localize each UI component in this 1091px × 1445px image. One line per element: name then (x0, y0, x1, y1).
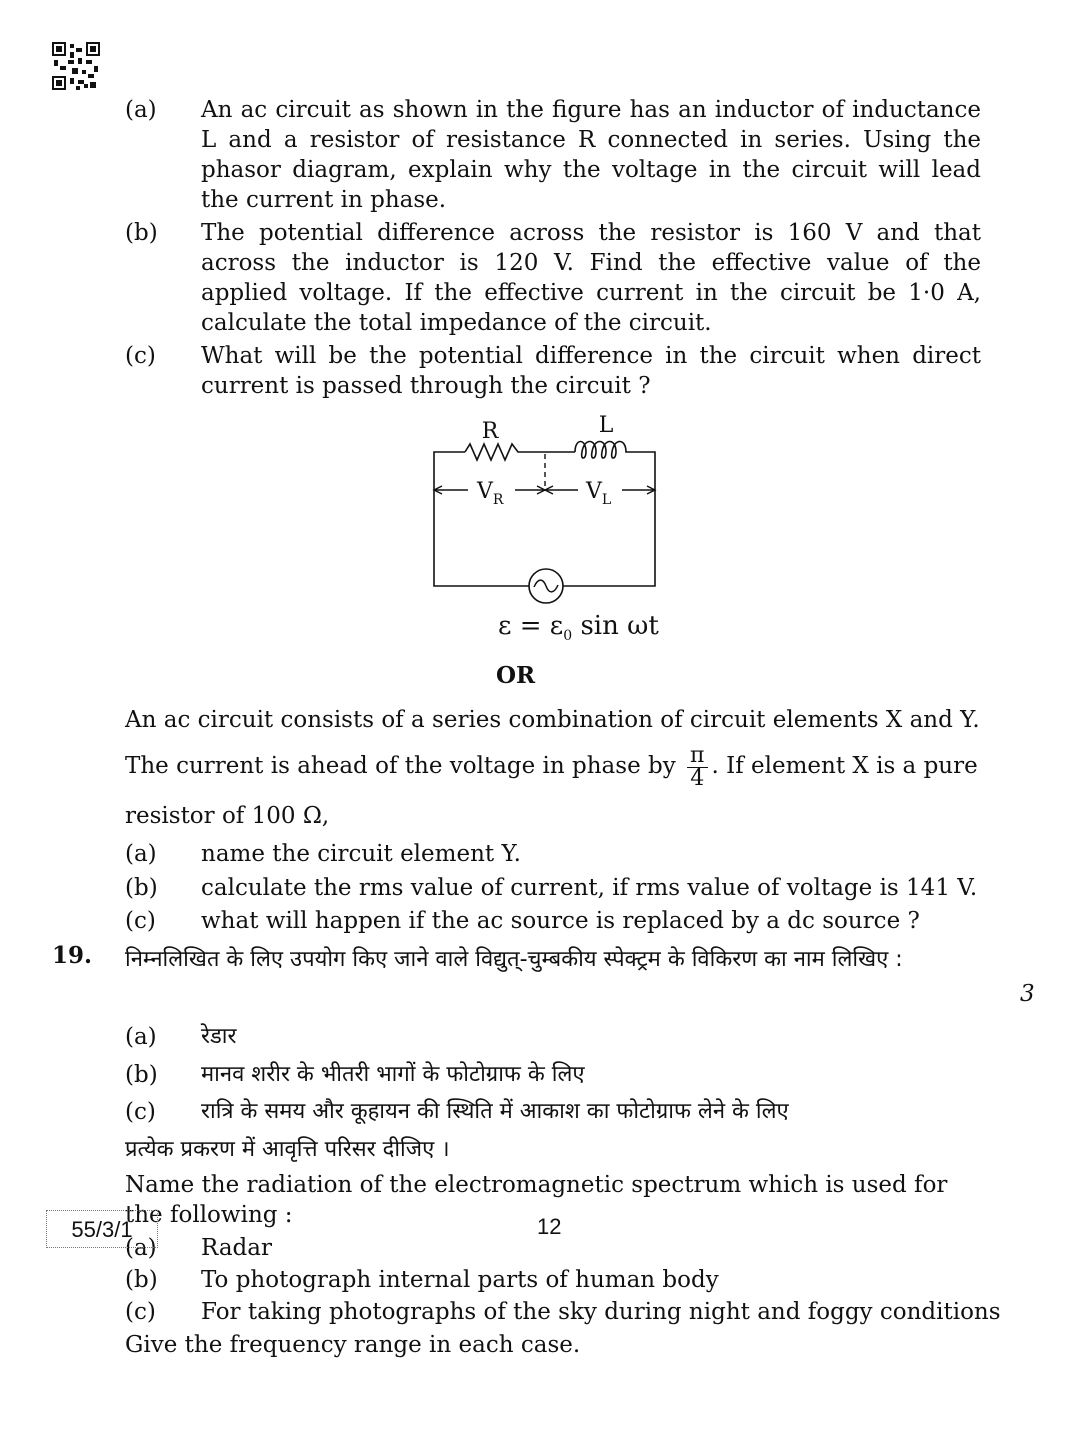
alt-line-2: The current is ahead of the voltage in phase by $\frac{\pi}{4}$ . If element X is a pure (125, 742, 978, 791)
question-marks: 3 (1020, 981, 1035, 1007)
item-text: To photograph internal parts of human body (201, 1267, 719, 1293)
paper-code-box (46, 1210, 158, 1248)
resistor-symbol (465, 444, 522, 460)
item-label: (b) (125, 220, 158, 246)
alt-line-3: resistor of 100 Ω, (125, 803, 330, 829)
item-text: calculate the rms value of current, if rms value of voltage is 141 V. (201, 875, 978, 901)
item-text: What will be the potential difference in the circuit when direct current is passed through the circuit ? (201, 343, 981, 399)
vl-label: $V_L$ (586, 479, 612, 508)
item-label: (c) (125, 1299, 156, 1325)
item-text: The potential difference across the resistor is 160 V and that across the inductor is 120 V. Find the effective value of the applied voltage. If the effective current in the circuit be 1·0 A, calculate the total impedance of the circuit. (201, 220, 981, 336)
page-number: 12 (537, 1214, 562, 1239)
item-label: (a) (125, 1024, 157, 1050)
item-label: (c) (125, 1099, 156, 1125)
item-text: An ac circuit as shown in the figure has an inductor of inductance L and a resistor of resistance R connected in series. Using the phasor diagram, explain why the voltage in the circuit will lead the current in phase. (201, 97, 981, 213)
item-label: (b) (125, 1062, 158, 1088)
item-label: (a) (125, 97, 157, 123)
paper-code: 55/3/1 (71, 1217, 133, 1242)
alt-line-1: An ac circuit consists of a series combination of circuit elements X and Y. (125, 707, 980, 733)
q19-english-intro: Name the radiation of the electromagnetic spectrum which is used for the following : (125, 1172, 948, 1228)
or-separator: OR (496, 662, 536, 689)
item-text: For taking photographs of the sky during night and foggy conditions (201, 1299, 1001, 1325)
item-label: (a) (125, 841, 157, 867)
item-text: Radar (201, 1235, 272, 1261)
q19-hindi-intro: निम्नलिखित के लिए उपयोग किए जाने वाले विद्युत्-चुम्बकीय स्पेक्ट्रम के विकिरण का नाम लिखिए : (125, 947, 903, 972)
inductor-symbol (575, 442, 630, 459)
item-text: रेडार (201, 1024, 237, 1049)
pi-over-4-fraction: $\frac{\pi}{4}$ (687, 745, 707, 790)
item-label: (c) (125, 343, 156, 369)
resistor-label: R (481, 419, 499, 444)
item-text: मानव शरीर के भीतरी भागों के फोटोग्राफ के लिए (201, 1062, 585, 1087)
item-text: रात्रि के समय और कूहायन की स्थिति में आकाश का फोटोग्राफ लेने के लिए (201, 1099, 789, 1124)
q19-english-outro: Give the frequency range in each case. (125, 1332, 581, 1358)
item-text: name the circuit element Y. (201, 841, 521, 867)
item-label: (a) (125, 1235, 157, 1261)
item-label: (b) (125, 875, 158, 901)
item-label: (c) (125, 908, 156, 934)
emf-equation: $\varepsilon = \varepsilon_0$ sin ωt (498, 611, 659, 645)
item-label: (b) (125, 1267, 158, 1293)
question-number: 19. (52, 942, 93, 969)
inductor-label: L (598, 413, 614, 438)
qr-code (52, 42, 100, 90)
vr-label: $V_R$ (477, 479, 504, 508)
item-text: what will happen if the ac source is replaced by a dc source ? (201, 908, 920, 934)
q19-hindi-outro: प्रत्येक प्रकरण में आवृत्ति परिसर दीजिए । (125, 1137, 450, 1162)
